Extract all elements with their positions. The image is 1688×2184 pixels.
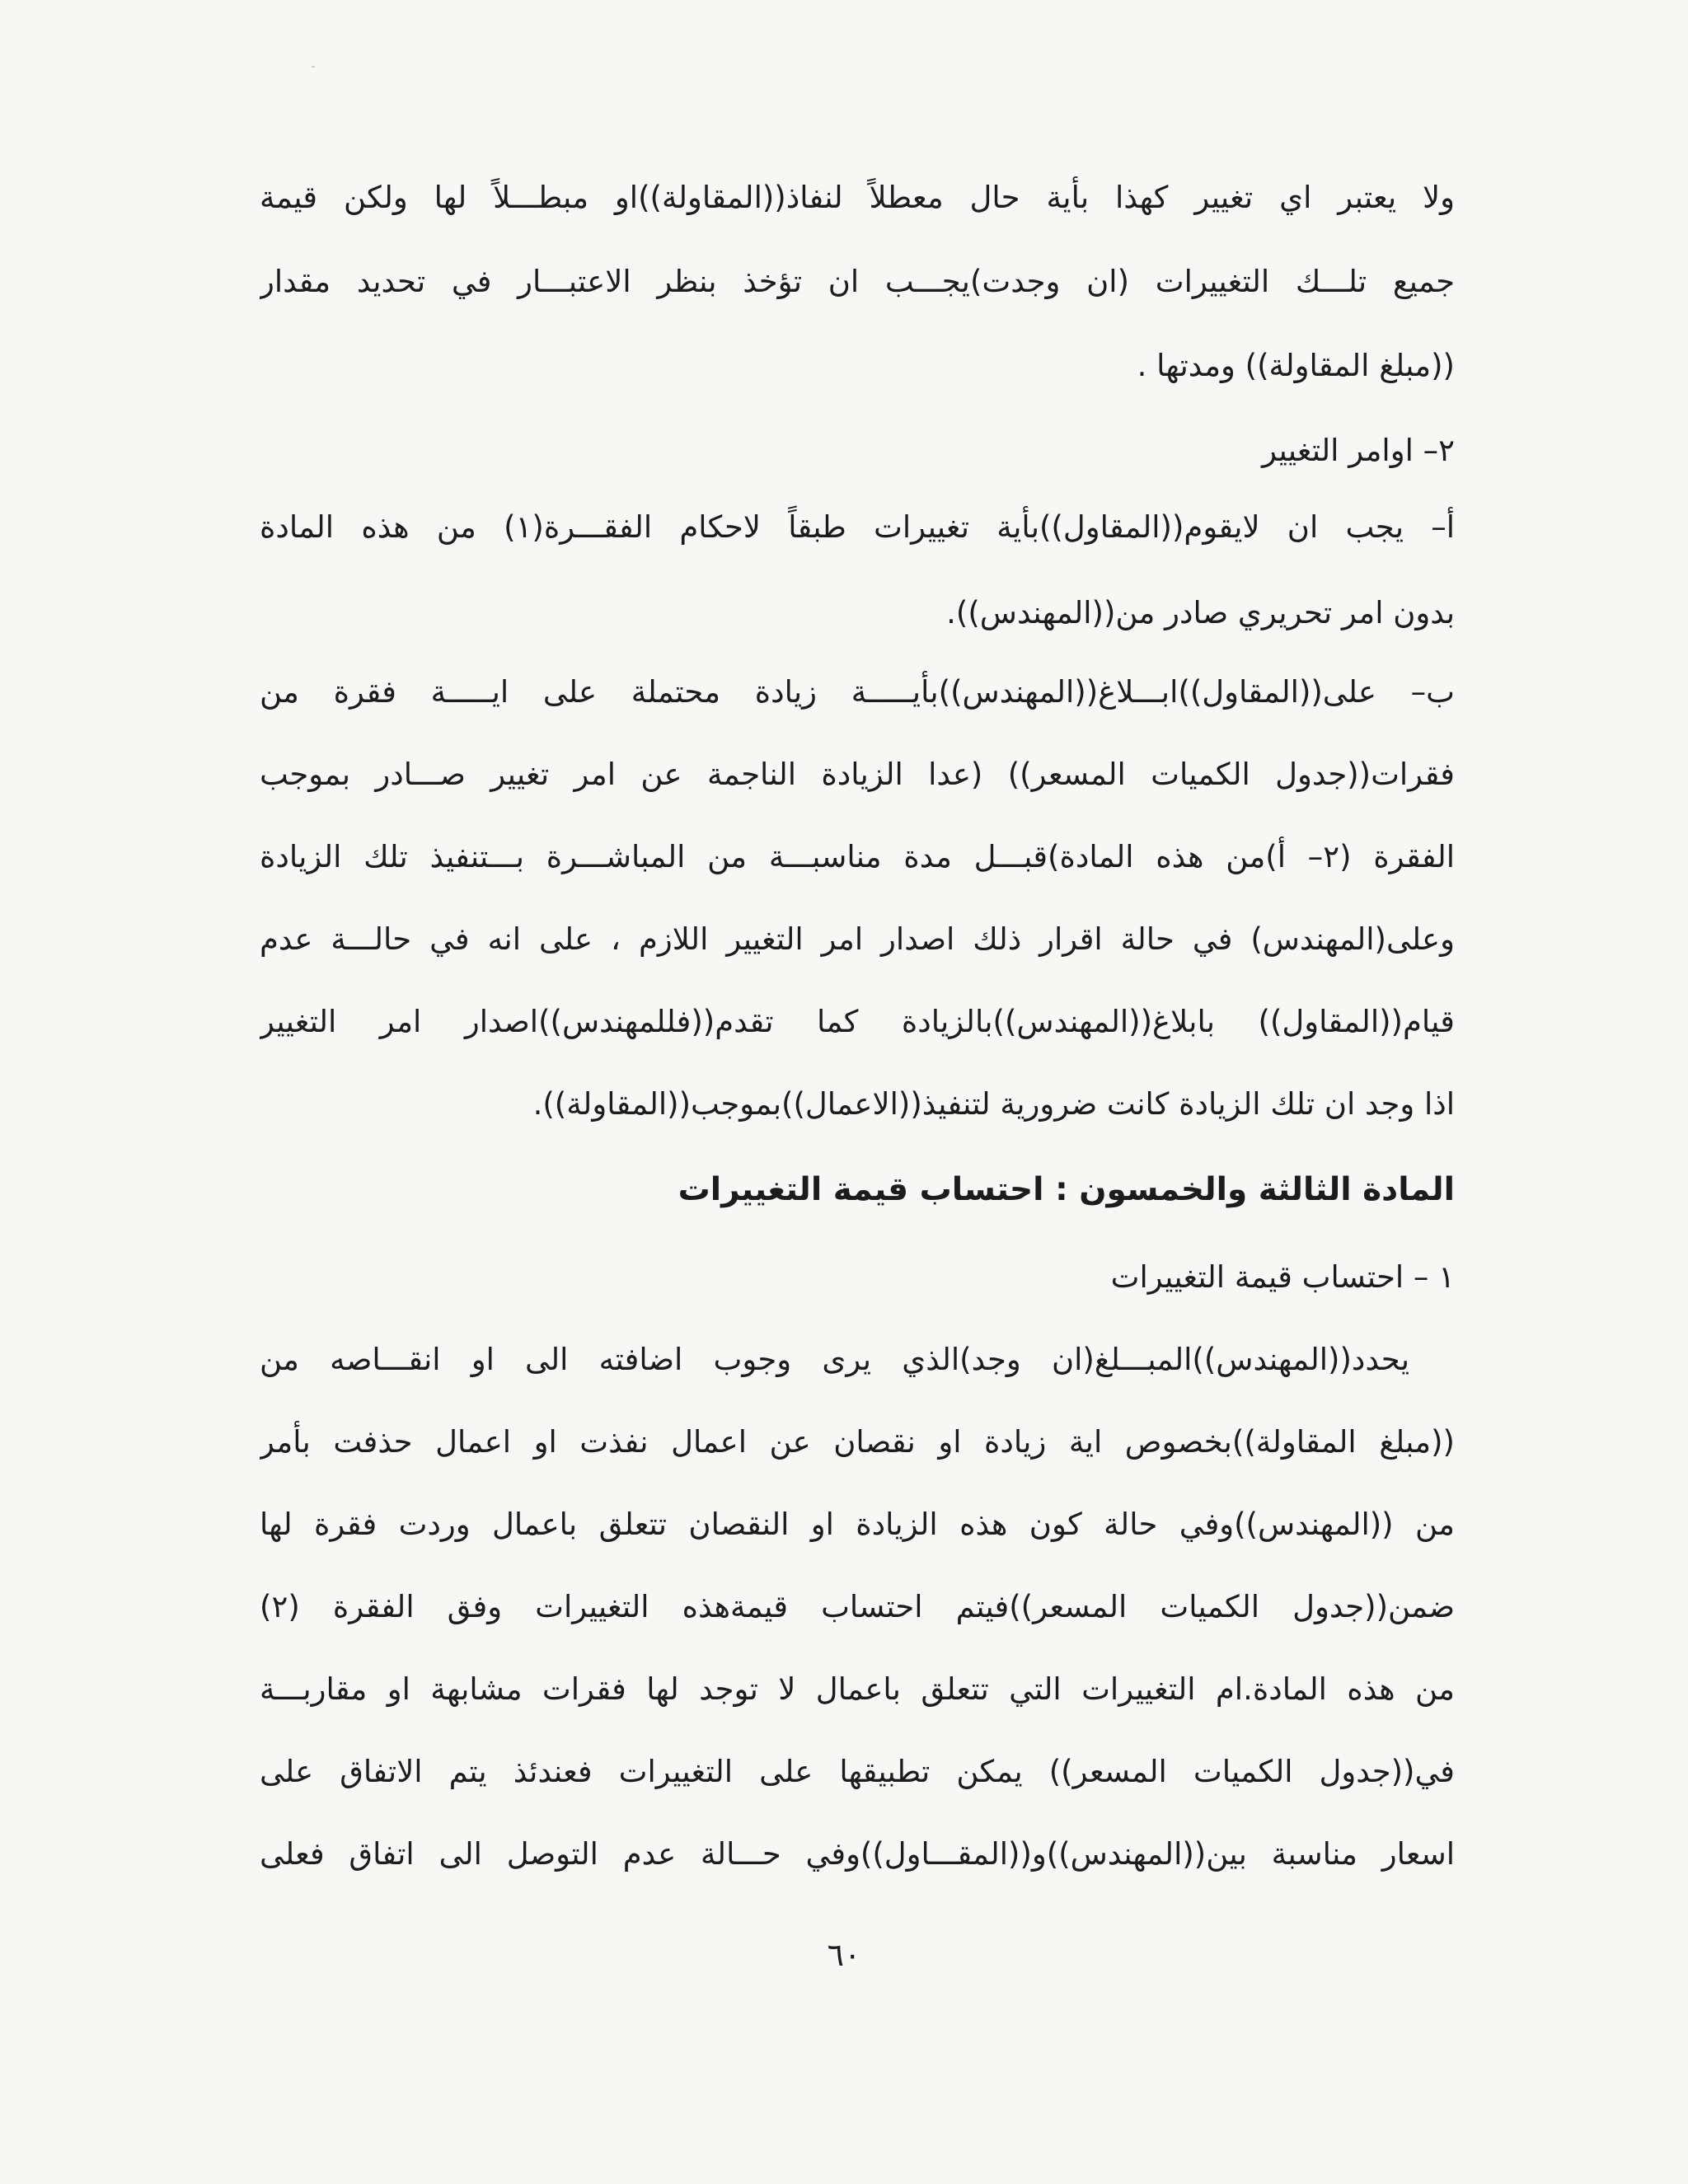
text-line: بدون امر تحريري صادر من((المهندس)). bbox=[946, 595, 1455, 630]
text-line: ((مبلغ المقاولة)) ومدتها . bbox=[1137, 348, 1455, 383]
text-line: فقرات((جدول الكميات المسعر)) (عدا الزيادة الناجمة عن امر تغيير صـــادر بموجب bbox=[260, 757, 1455, 792]
text-line: اذا وجد ان تلك الزيادة كانت ضرورية لتنفيذ((الاعمال))بموجب((المقاولة)). bbox=[532, 1086, 1455, 1122]
text-line: وعلى(المهندس) في حالة اقرار ذلك اصدار امر التغيير اللازم ، على انه في حالـــة عدم bbox=[260, 921, 1455, 957]
section-subheading: ٢– اوامر التغيير bbox=[1262, 433, 1455, 468]
text-line: ((مبلغ المقاولة))بخصوص اية زيادة او نقصان عن اعمال نفذت او اعمال حذفت بأمر bbox=[260, 1424, 1455, 1460]
text-line: الفقرة (٢– أ)من هذه المادة)قبـــل مدة مناسبـــة من المباشـــرة بـــتنفيذ تلك الزيادة bbox=[260, 839, 1455, 874]
text-line: ضمن((جدول الكميات المسعر))فيتم احتساب قيمةهذه التغييرات وفق الفقرة (٢) bbox=[260, 1589, 1455, 1624]
scan-speck bbox=[312, 66, 315, 68]
text-line: من ((المهندس))وفي حالة كون هذه الزيادة او النقصان تتعلق باعمال وردت فقرة لها bbox=[260, 1507, 1455, 1542]
text-line: يحدد((المهندس))المبـــلغ(ان وجد)الذي يرى وجوب اضافته الى او انقـــاصه من bbox=[260, 1342, 1409, 1377]
text-line: جميع تلـــك التغييرات (ان وجدت)يجـــب ان تؤخذ بنظر الاعتبـــار في تحديد مقدار bbox=[260, 264, 1455, 299]
text-line: ولا يعتبر اي تغيير كهذا بأية حال معطلاً لنفاذ((المقاولة))او مبطـــلاً لها ولكن قيمة bbox=[260, 180, 1455, 215]
article-heading: المادة الثالثة والخمسون : احتساب قيمة التغييرات bbox=[678, 1171, 1455, 1208]
text-line: من هذه المادة.ام التغييرات التي تتعلق باعمال لا توجد لها فقرات مشابهة او مقاربـــة bbox=[260, 1671, 1455, 1707]
text-line: قيام((المقاول)) بابلاغ((المهندس))بالزيادة كما تقدم((فللمهندس))اصدار امر التغيير bbox=[260, 1004, 1455, 1039]
text-line: ب– على((المقاول))ابـــلاغ((المهندس))بأيـــــة زيادة محتملة على ايـــــة فقرة من bbox=[260, 674, 1455, 710]
text-line: في((جدول الكميات المسعر)) يمكن تطبيقها على التغييرات فعندئذ يتم الاتفاق على bbox=[260, 1754, 1455, 1789]
section-subheading: ١ – احتساب قيمة التغييرات bbox=[1110, 1259, 1455, 1295]
text-line: أ– يجب ان لايقوم((المقاول))بأية تغييرات طبقاً لاحكام الفقـــرة(١) من هذه المادة bbox=[260, 509, 1455, 545]
page-number: ٦٠ bbox=[827, 1937, 861, 1973]
text-line: اسعار مناسبة بين((المهندس))و((المقـــاول))وفي حـــالة عدم التوصل الى اتفاق فعلى bbox=[260, 1836, 1455, 1872]
